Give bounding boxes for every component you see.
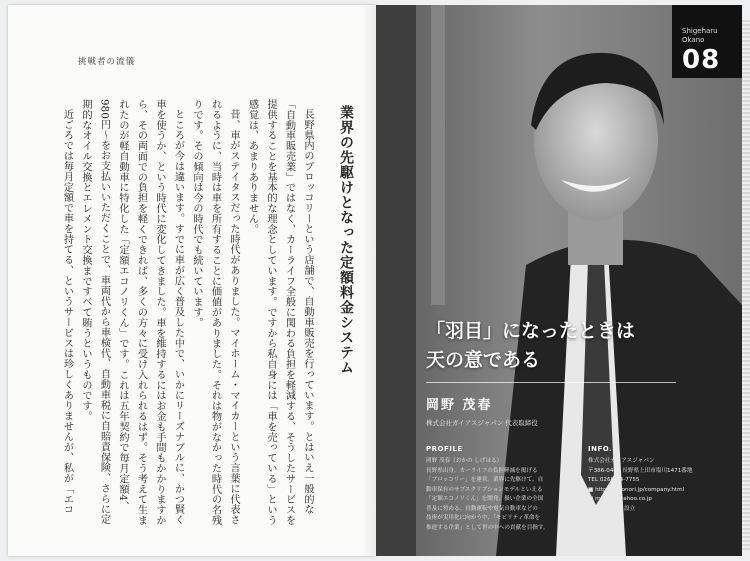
page-gutter-shadow <box>362 5 376 556</box>
person-name: 岡野 茂春 <box>426 398 493 413</box>
profile-line: 長野県出身。カーライフの負担軽減を掲げる <box>426 467 538 474</box>
profile-line: 普及に努める。自動運転や電気自動車などの <box>426 505 538 512</box>
company-email: ■ mj77jp@yahoo.co.jp <box>588 496 652 502</box>
company-founded: ■ 2002年6月設立 <box>588 505 636 512</box>
right-page <box>376 5 742 556</box>
company-phone: TEL 0268-34-7755 <box>588 477 640 483</box>
profile-line: 技術が実用化に向かう中、「モビリティ革命を <box>426 515 541 521</box>
running-head: 挑戦者の流儀 <box>78 57 136 67</box>
page-edges <box>742 20 750 550</box>
profile-block <box>426 457 549 533</box>
chapter-badge <box>672 5 742 78</box>
badge-last-name: Okano <box>682 36 705 44</box>
info-label: INFO. <box>588 445 613 453</box>
company-name: 株式会社ガイアスジャパン <box>588 458 655 464</box>
company-url: ■ https://econori.jp/company.html <box>588 486 685 493</box>
profile-name: 岡野 茂春（おかの しげはる） <box>426 458 503 464</box>
section-title: 業界の先駆けとなった定額料金システム <box>338 105 354 375</box>
divider <box>426 382 676 383</box>
company-address: 〒386-0401 長野県上田市塩川1471番地 <box>588 467 693 474</box>
headline-line: 「羽目」になったときは <box>426 320 636 342</box>
profile-line: 動車保有のサブスクリプションモデルといえる <box>426 486 543 493</box>
profile-label: PROFILE <box>426 445 463 453</box>
profile-line: 「定額エコノリくん」を開発、扱い企業の全国 <box>426 496 544 502</box>
headline <box>426 317 635 375</box>
badge-name-en <box>682 27 718 45</box>
body-text <box>46 99 316 529</box>
profile-line: 「ブロッコリー」を運営。業界に先駆けて、自 <box>426 477 544 483</box>
person-title: 株式会社ガイアスジャパン 代表取締役 <box>426 419 538 427</box>
badge-first-name: Shigeharu <box>682 27 718 35</box>
profile-line: 推進する企業」として世の中への貢献を目指す。 <box>426 524 549 531</box>
paragraph: 長野県内のブロッコリーという店舗で、自動車販売を行っています。とはいえ一般的な「自動車販売業」ではなく、カーライフ全般に関わる負担を軽減する、そうしたサービスを提供することを基本的な理念としています。ですから私自身には「車を売っている」という感覚は、あまりありません。 <box>246 99 313 526</box>
left-page <box>8 5 376 556</box>
paragraph: 近ごろでは毎月定額で車を持てる、というサービスは珍しくありませんが、私が「エコ <box>61 109 73 515</box>
paragraph: ところが今は違います。すでに車が広く普及した中で、いかにリーズナブルに、かつ賢く車を使うか、という時代に変化してきました。車を維持するにはお金も手間もかかりますから、その両面での負担を軽くできれば、多くの方々に受け入れられるはず。そう考えて生まれたのが軽自動車に特化した「定額エコノリくん」です。これは五年契約で毎月定額4、980円〜をお支払いいただくことで、車両代から車検代、自動車税に自賠責保険、さらに定期的なオイル交換とエレメント交換まですべて賄うというものです。 <box>80 99 184 526</box>
paragraph: 昔、車がステイタスだった時代がありました。マイホーム・マイカーという言葉に代表されるように、当時は車を所有することに価値がありました。それは物がなかった時代の名残りです。その傾向は今の時代でも続いています。 <box>191 99 239 526</box>
chapter-number: 08 <box>682 45 721 75</box>
headline-line: 天の意である <box>426 349 541 371</box>
info-block <box>588 457 692 514</box>
